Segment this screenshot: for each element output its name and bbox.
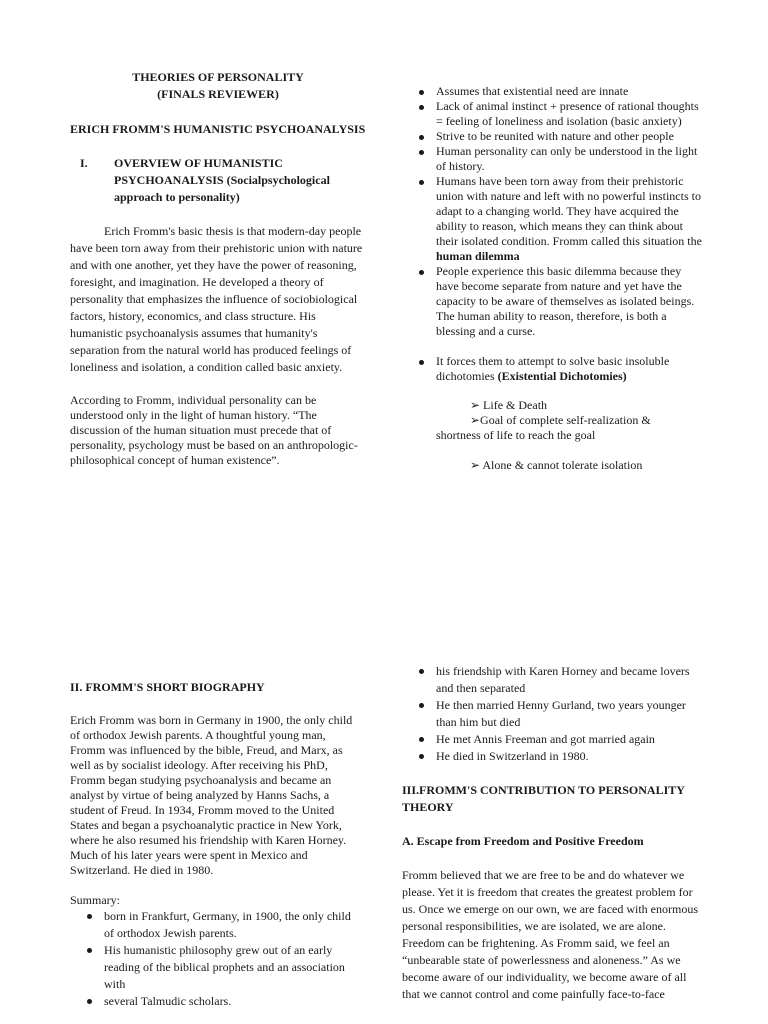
paragraph-human-history: According to Fromm, individual personality can be understood only in the light of human history. “The discussion of the human situation must precede that of personality, psychology must be based on an anthropologic- philosophical concept of human existence”. — [70, 393, 358, 467]
list-item-text: It forces them to attempt to solve basic insoluble dichotomies — [436, 354, 670, 383]
list-item-text: Humans have been torn away from their prehistoric union with nature and left with no powerful instincts to adapt to a changing world. They have acquired the ability to reason, which means they can think about their isolated condition. Fromm called this situation the — [436, 174, 702, 248]
page1-left-column — [70, 69, 366, 468]
list-item: Lack of animal instinct + presence of rational thoughts = feeling of loneliness and isolation (basic anxiety) — [416, 99, 706, 129]
document-subtitle: (FINALS REVIEWER) — [157, 87, 279, 101]
paragraph-basic-thesis: Erich Fromm's basic thesis is that modern-day people have been torn away from their prehistoric union with nature and with one another, yet they have the power of reasoning, foresight, and imagination. He developed a theory of personality that emphasizes the influence of sociobiological factors, history, economics, and class structure. His humanistic psychoanalysis assumes that humanity's separation from the natural world has produced feelings of loneliness and isolation, a condition called basic anxiety. — [70, 224, 363, 374]
section-heading: ERICH FROMM'S HUMANISTIC PSYCHOANALYSIS — [70, 122, 366, 136]
list-item: born in Frankfurt, Germany, in 1900, the only child of orthodox Jewish parents. — [84, 908, 360, 942]
list-item: several Talmudic scholars. — [84, 993, 360, 1010]
list-item: He then married Henny Gurland, two years younger than him but died — [416, 697, 702, 731]
page1-right-column — [416, 84, 706, 473]
biography-heading: II. FROMM'S SHORT BIOGRAPHY — [70, 680, 265, 694]
document-title: THEORIES OF PERSONALITY — [132, 70, 304, 84]
escape-freedom-heading: A. Escape from Freedom and Positive Freedom — [402, 834, 644, 848]
list-item — [416, 174, 706, 264]
list-item: He died in Switzerland in 1980. — [416, 748, 702, 765]
dichotomy-life-death: ➢ Life & Death — [470, 398, 548, 412]
overview-number: I. — [80, 156, 88, 170]
contribution-heading: III.FROMM'S CONTRIBUTION TO PERSONALITY THEORY — [402, 783, 685, 814]
human-dilemma-term: human dilemma — [436, 249, 520, 263]
list-item: Human personality can only be understood in the light of history. — [416, 144, 706, 174]
summary-label: Summary: — [70, 893, 120, 907]
list-item: He met Annis Freeman and got married again — [416, 731, 702, 748]
paragraph-biography: Erich Fromm was born in Germany in 1900, the only child of orthodox Jewish parents. A thoughtful young man, Fromm was influenced by the bible, Freud, and Marx, as well as by socialist ideology. After receiving his PhD, Fromm began studying psychoanalysis and became an analyst by virtue of being analyzed by Hanns Sachs, a student of Freud. In 1934, Fromm moved to the United States and began a psychoanalytic practice in New York, where he also resumed his friendship with Karen Horney. Much of his later years were spent in Mexico and Switzerland. He died in 1980. — [70, 713, 353, 877]
page2-right-column — [402, 663, 702, 1003]
dichotomies-list — [416, 398, 706, 473]
dichotomy-self-realization: ➢Goal of complete self-realization & — [470, 413, 651, 427]
summary-bullets — [70, 908, 360, 1010]
dichotomy-self-realization-cont: shortness of life to reach the goal — [436, 428, 596, 442]
list-item: His humanistic philosophy grew out of an early reading of the biblical prophets and an association with — [84, 942, 360, 993]
paragraph-escape-freedom: Fromm believed that we are free to be and do whatever we please. Yet it is freedom that creates the greatest problem for us. Once we emerge on our own, we are faced with enormous personal responsibilities, we are isolated, we are alone. Freedom can be frightening. As Fromm said, we feel an “unbearable state of powerlessness and aloneness.” As we become aware of our individuality, we become aware of all that we cannot control and come painfully face-to-face — [402, 868, 699, 1001]
existential-dichotomies-term: (Existential Dichotomies) — [497, 369, 627, 383]
list-item: his friendship with Karen Horney and became lovers and then separated — [416, 663, 702, 697]
list-item: People experience this basic dilemma because they have become separate from nature and yet have the capacity to be aware of themselves as isolated beings. The human ability to reason, therefore, is both a blessing and a curse. — [416, 264, 706, 339]
overview-title: OVERVIEW OF HUMANISTIC PSYCHOANALYSIS (Socialpsychological approach to personality) — [114, 156, 330, 204]
page2-left-column — [70, 679, 360, 1010]
biography-bullets — [402, 663, 702, 765]
existential-bullets — [416, 84, 706, 339]
overview-heading — [70, 155, 366, 206]
list-item: Strive to be reunited with nature and other people — [416, 129, 706, 144]
list-item — [416, 354, 706, 384]
dichotomy-alone: ➢ Alone & cannot tolerate isolation — [470, 458, 643, 472]
dichotomy-bullet — [416, 354, 706, 384]
list-item: Assumes that existential need are innate — [416, 84, 706, 99]
